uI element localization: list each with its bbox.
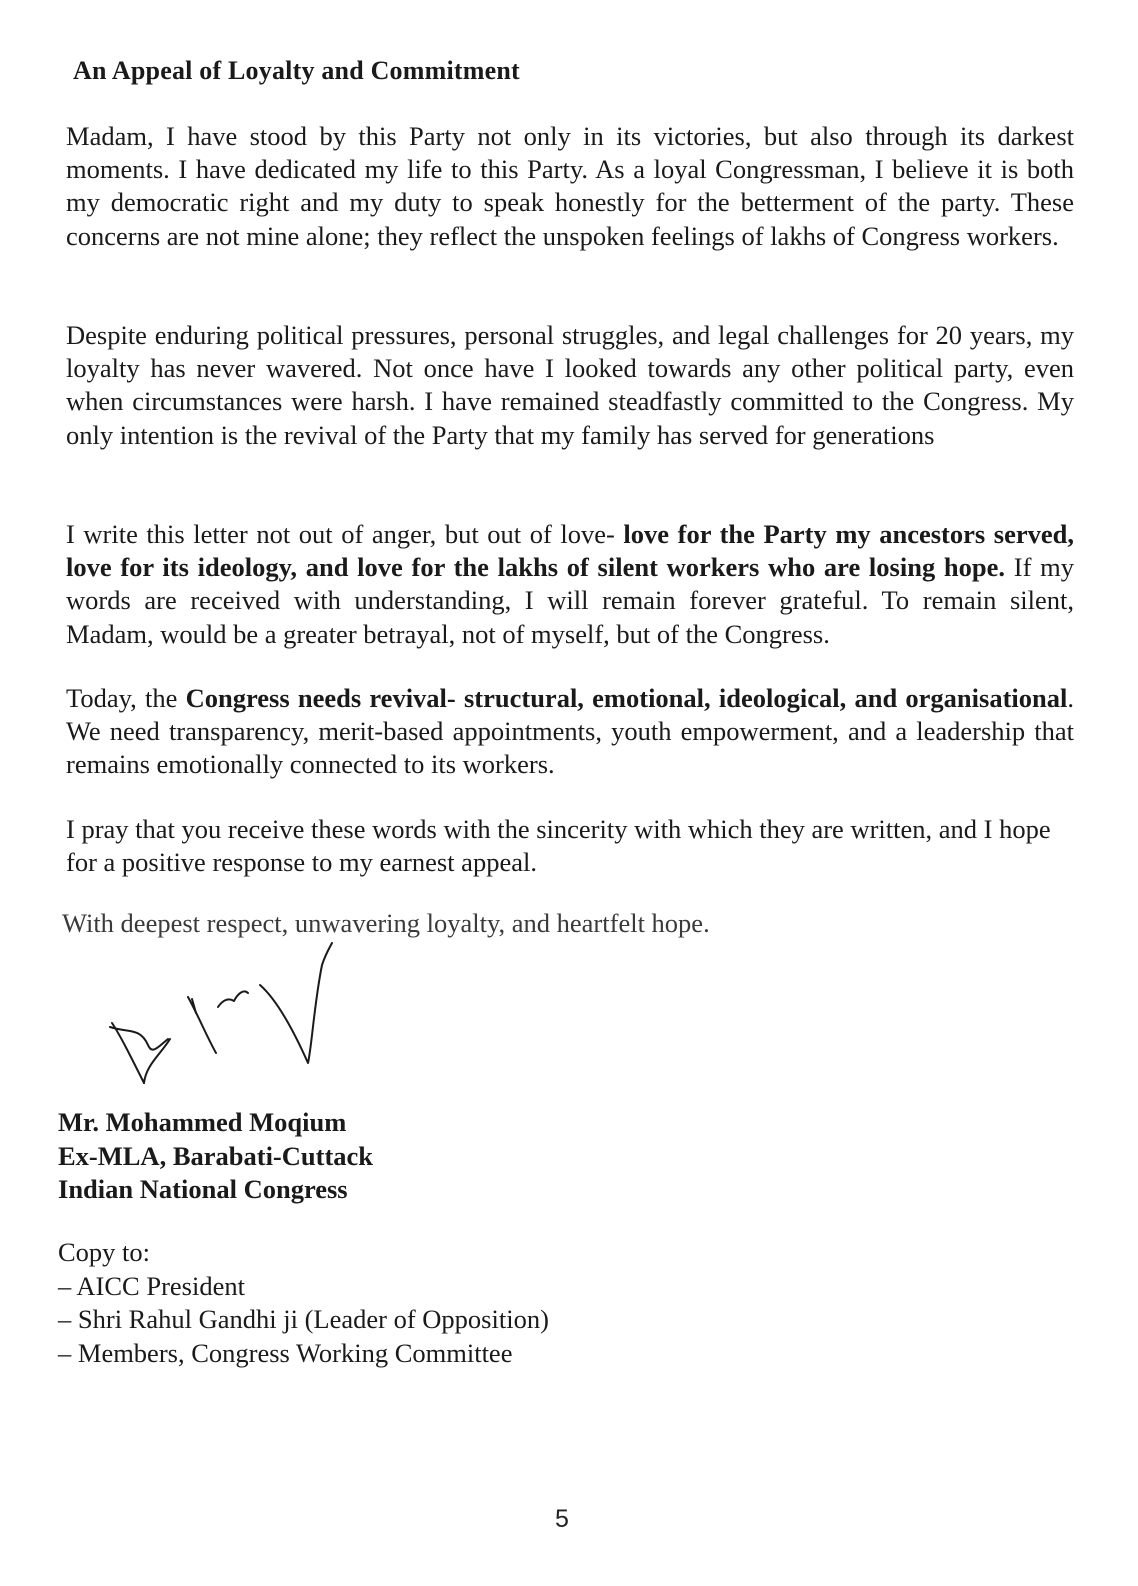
closing-line: With deepest respect, unwavering loyalty, and heartfelt hope.: [62, 908, 710, 938]
paragraph-1: Madam, I have stood by this Party not only in its victories, but also through its darkest moments. I have dedicated my life to this Party. As a loyal Congressman, I believe it is both my democratic right and my duty to speak honestly for the betterment of the party. These concerns are not mine alone; they reflect the unspoken feelings of lakhs of Congress workers.: [66, 121, 1074, 251]
copy-recipient: – Shri Rahul Gandhi ji (Leader of Opposition): [58, 1304, 549, 1334]
paragraph-3-bold: love for the Party my ancestors served, love for its ideology, and love for the lakhs of silent workers who are losing hope.: [66, 519, 1074, 583]
handwritten-signature: [100, 935, 360, 1095]
paragraph-4-bold: Congress needs revival- structural, emotional, ideological, and organisational: [185, 683, 1068, 713]
signatory-name: Mr. Mohammed Moqium: [58, 1107, 347, 1137]
signatory-party: Indian National Congress: [58, 1174, 348, 1204]
paragraph-4-text-end: . We need transparency, merit-based appointments, youth empowerment, and a leadership that remains emotionally connected to its workers.: [66, 683, 1074, 780]
paragraph-4: [66, 682, 1074, 782]
copy-to-label: Copy to:: [58, 1237, 151, 1267]
signatory-block: [58, 1106, 373, 1207]
signatory-designation: Ex-MLA, Barabati-Cuttack: [58, 1140, 374, 1171]
copy-recipient: – AICC President: [58, 1270, 245, 1301]
copy-to-block: [58, 1236, 549, 1370]
paragraph-5: I pray that you receive these words with the sincerity with which they are written, and I hope for a positive response to my earnest appeal.: [66, 814, 1051, 878]
copy-recipient: – Members, Congress Working Committee: [58, 1337, 513, 1368]
paragraph-3-text-end: If my words are received with understanding, I will remain forever grateful. To remain silent, Madam, would be a greater betrayal, not of myself, but of the Congress.: [66, 552, 1074, 649]
paragraph-3-text: I write this letter not out of anger, but out of love-: [66, 519, 624, 549]
letter-heading: An Appeal of Loyalty and Commitment: [73, 56, 520, 85]
paragraph-4-text: Today, the: [66, 683, 186, 713]
paragraph-3: [66, 518, 1074, 651]
paragraph-2: Despite enduring political pressures, personal struggles, and legal challenges for 20 years, my loyalty has never wavered. Not once have I looked towards any other political party, even when circumstances were harsh. I have remained steadfastly committed to the Congress. My only intention is the revival of the Party that my family has served for generations: [66, 320, 1074, 450]
page-number: 5: [555, 1505, 569, 1533]
